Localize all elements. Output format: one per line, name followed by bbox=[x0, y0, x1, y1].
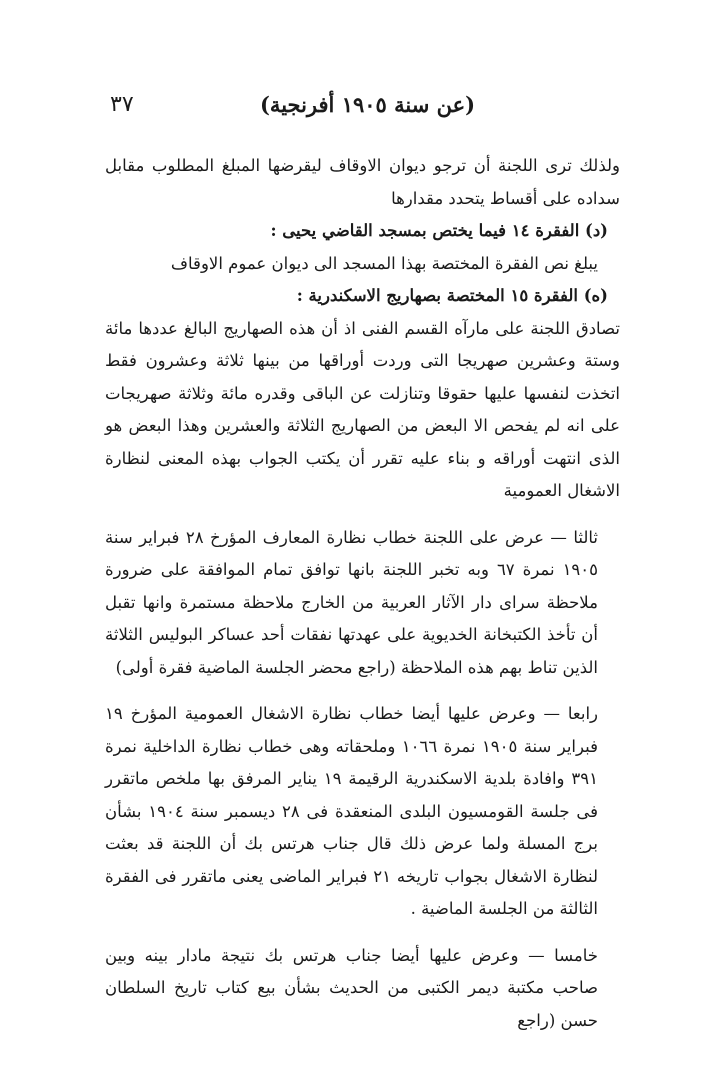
subheading-item-d: (د) الفقرة ١٤ فيما يختص بمسجد القاضي يحيى : bbox=[270, 221, 608, 240]
running-title: (عن سنة ١٩٠٥ أفرنجية) bbox=[260, 92, 476, 117]
paragraph-cisterns: تصادق اللجنة على مارآه القسم الفنى اذ أن هذه الصهاريج البالغ عددها مائة وستة وعشرين صهريجا التى وردت أوراقها من بينها ثلاثة وعشرون فقط اتخذت لنفسها عليها حقوقا وتنازلت عن الباقى وقدره مائة وثلاثة صهريجات على انه لم يفحص الا البعض من الصهاريج الثلاثة والعشرين وهذا البعض هو الذى انتهت أوراقه و بناء عليه تقرر أن يكتب الجواب بهذه المعنى لنظارة الاشغال العمومية bbox=[105, 318, 620, 500]
body-text bbox=[105, 150, 620, 1037]
paragraph-fourth: رابعا — وعرض عليها أيضا خطاب نظارة الاشغال العمومية المؤرخ ١٩ فبراير سنة ١٩٠٥ نمرة ١٠٦٦ وملحقاته وهى خطاب نظارة الداخلية نمرة ٣٩١ وافادة بلدية الاسكندرية الرقيمة ١٩ يناير المرفق بها ملخص ماتقرر فى جلسة القومسيون البلدى المنعقدة فى ٢٨ ديسمبر سنة ١٩٠٤ بشأن برج المسلة ولما عرض ذلك قال جناب هرتس بك أن اللجنة قد بعثت لنظارة الاشغال بجواب تاريخه ٢١ فبراير الماضى يعنى ماتقرر فى الفقرة الثالثة من الجلسة الماضية . bbox=[105, 704, 598, 918]
page-header bbox=[110, 92, 630, 128]
subheading-item-h: (ه) الفقرة ١٥ المختصة بصهاريج الاسكندرية : bbox=[296, 286, 608, 305]
paragraph-awqaf-loan: ولذلك ترى اللجنة أن ترجو ديوان الاوقاف ليقرضها المبلغ المطلوب مقابل سداده على أقساط يتحدد مقدارها bbox=[105, 156, 620, 208]
page-number: ٣٧ bbox=[110, 92, 134, 117]
paragraph-fifth: خامسا — وعرض عليها أيضا جناب هرتس بك نتيجة مادار بينه وبين صاحب مكتبة ديمر الكتبى من الحديث بشأن بيع كتاب تاريخ السلطان حسن (راجع bbox=[105, 945, 598, 1030]
paragraph-mosque-notice: يبلغ نص الفقرة المختصة بهذا المسجد الى ديوان عموم الاوقاف bbox=[170, 253, 598, 273]
paragraph-third: ثالثا — عرض على اللجنة خطاب نظارة المعارف المؤرخ ٢٨ فبراير سنة ١٩٠٥ نمرة ٦٧ وبه تخبر اللجنة بانها توافق تمام الموافقة على ضرورة ملاحظة سراى دار الآثار العربية من الخارج ملاحظة مستمرة وانها تقبل أن تأخذ الكتبخانة الخديوية على عهدتها نفقات أحد عساكر البوليس الثلاثة الذين تناط بهم هذه الملاحظة (راجع محضر الجلسة الماضية فقرة أولى) bbox=[105, 527, 599, 677]
